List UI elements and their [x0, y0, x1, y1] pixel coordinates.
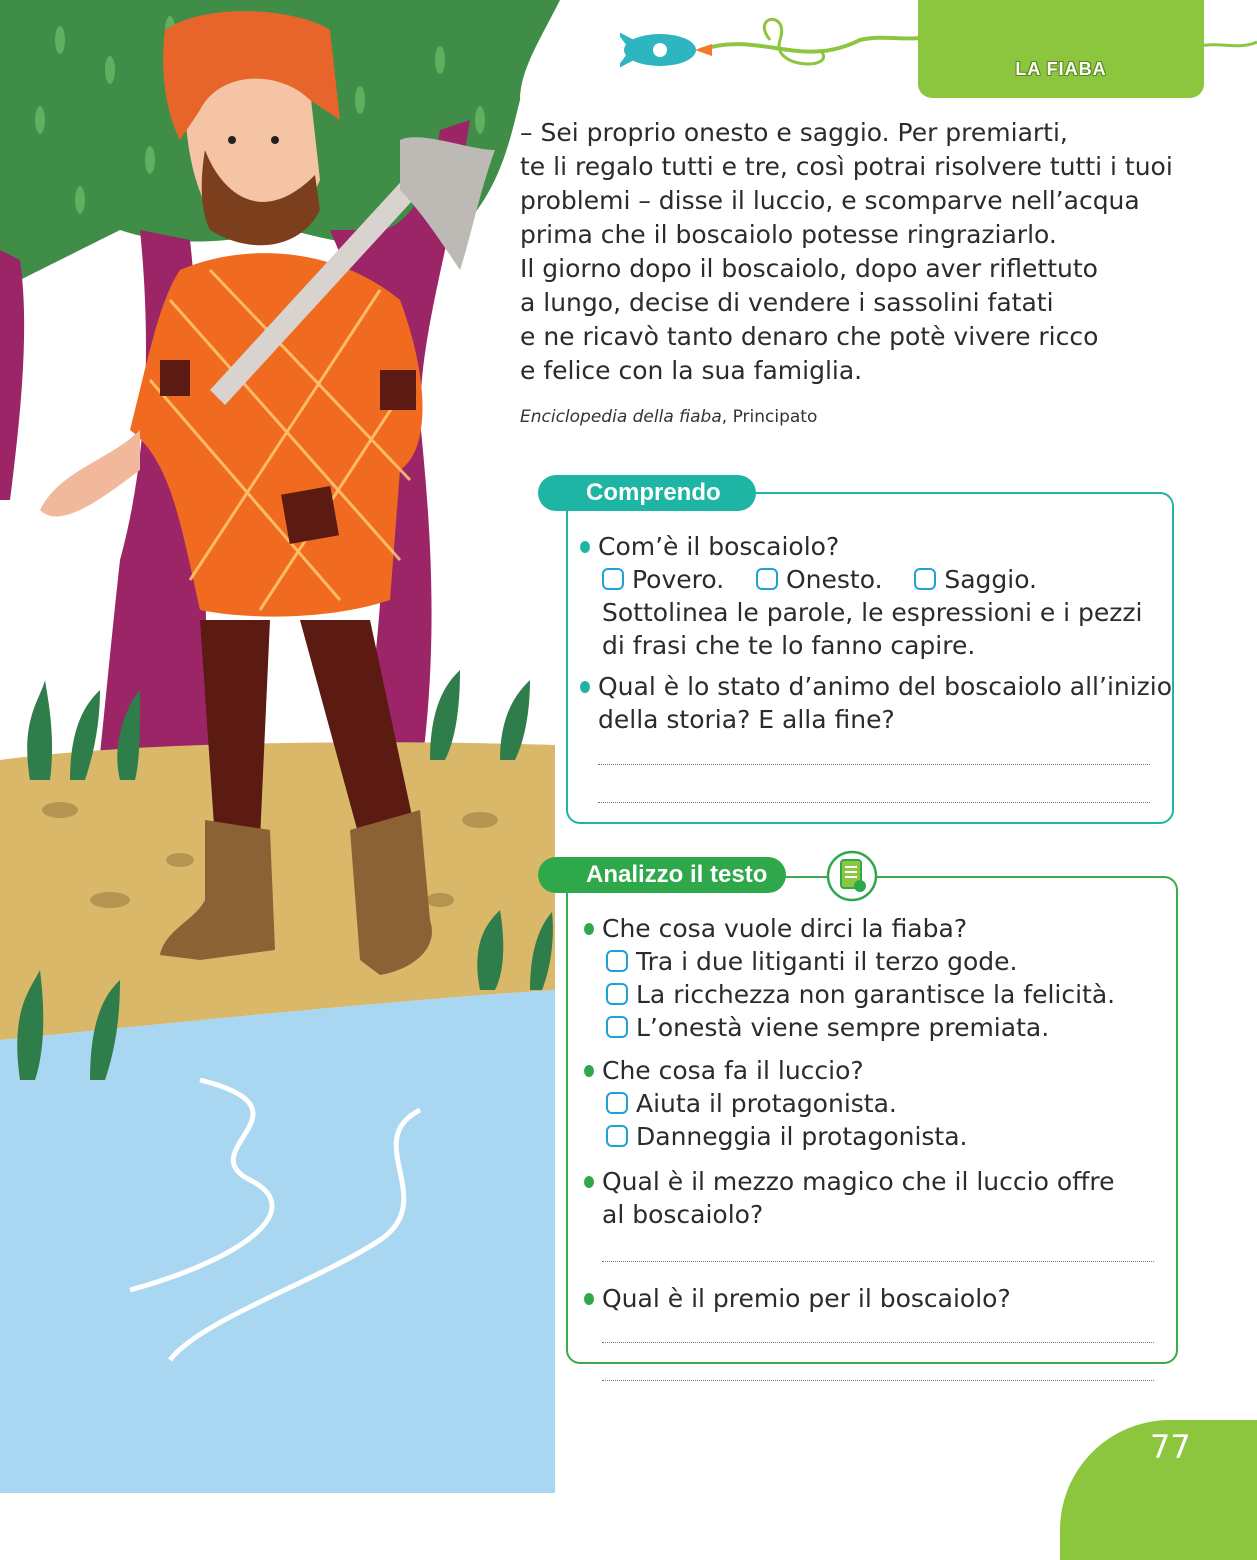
source-citation — [520, 407, 817, 427]
checkbox-onesto[interactable] — [756, 568, 778, 590]
question-analizzo-4 — [584, 1282, 1011, 1315]
story-line: a lungo, decise di vendere i sassolini fatati — [520, 288, 1054, 317]
question-text: Com’è il boscaiolo? — [598, 532, 840, 561]
question-analizzo-1 — [584, 912, 967, 945]
option-label: Povero. — [632, 565, 725, 594]
tag-tail-decoration — [1200, 40, 1257, 52]
question-text: Che cosa vuole dirci la fiaba? — [602, 914, 968, 943]
instruction-line: Sottolinea le parole, le espressioni e i pezzi — [602, 598, 1143, 627]
question-text-cont: al boscaiolo? — [602, 1200, 764, 1229]
option-row — [606, 1120, 968, 1153]
answer-line[interactable] — [602, 1261, 1154, 1262]
bullet-icon — [584, 923, 594, 935]
document-icon — [826, 850, 878, 902]
story-line: te li regalo tutti e tre, così potrai risolvere tutti i tuoi — [520, 152, 1173, 181]
page-number: 77 — [1150, 1428, 1191, 1466]
question-analizzo-2 — [584, 1054, 864, 1087]
analizzo-header: Analizzo il testo — [538, 857, 786, 893]
option-label: Saggio. — [944, 565, 1038, 594]
answer-line[interactable] — [602, 1380, 1154, 1381]
checkbox-povero[interactable] — [602, 568, 624, 590]
checkbox-option[interactable] — [606, 950, 628, 972]
question-text-cont: della storia? E alla fine? — [598, 705, 895, 734]
bullet-icon — [584, 1176, 594, 1188]
bullet-icon — [580, 681, 590, 693]
question-text: Che cosa fa il luccio? — [602, 1056, 864, 1085]
answer-line[interactable] — [598, 764, 1150, 765]
bullet-icon — [580, 541, 590, 553]
question-text: Qual è il mezzo magico che il luccio offre — [602, 1167, 1115, 1196]
story-line: prima che il boscaiolo potesse ringraziarlo. — [520, 220, 1057, 249]
checkbox-option[interactable] — [606, 1092, 628, 1114]
source-publisher: , Principato — [721, 407, 818, 427]
question-comprendo-2 — [580, 670, 1172, 703]
comprendo-header: Comprendo — [538, 475, 756, 511]
instruction-line: di frasi che te lo fanno capire. — [602, 631, 976, 660]
rocket-icon — [620, 10, 920, 90]
option-label: La ricchezza non garantisce la felicità. — [636, 980, 1116, 1009]
option-label: Danneggia il protagonista. — [636, 1122, 968, 1151]
bullet-icon — [584, 1293, 594, 1305]
page-number-tab — [1060, 1420, 1257, 1560]
question-comprendo-1 — [580, 530, 839, 563]
story-line: – Sei proprio onesto e saggio. Per premiarti, — [520, 118, 1068, 147]
option-row — [602, 563, 1037, 596]
question-text: Qual è lo stato d’animo del boscaiolo all’inizio — [598, 672, 1173, 701]
section-tag — [918, 0, 1204, 98]
checkbox-option[interactable] — [606, 983, 628, 1005]
option-label: Tra i due litiganti il terzo gode. — [636, 947, 1018, 976]
option-row — [606, 978, 1115, 1011]
source-title: Enciclopedia della fiaba — [520, 407, 722, 427]
checkbox-option[interactable] — [606, 1125, 628, 1147]
story-line: Il giorno dopo il boscaiolo, dopo aver riflettuto — [520, 254, 1098, 283]
option-row — [606, 1011, 1049, 1044]
option-label: Aiuta il protagonista. — [636, 1089, 897, 1118]
question-analizzo-3 — [584, 1165, 1114, 1198]
option-label: L’onestà viene sempre premiata. — [636, 1013, 1050, 1042]
woodcutter-illustration — [0, 0, 600, 1493]
checkbox-option[interactable] — [606, 1016, 628, 1038]
answer-line[interactable] — [598, 802, 1150, 803]
option-row — [606, 1087, 897, 1120]
story-line: problemi – disse il luccio, e scomparve nell’acqua — [520, 186, 1140, 215]
option-label: Onesto. — [785, 565, 883, 594]
option-row — [606, 945, 1017, 978]
bullet-icon — [584, 1065, 594, 1077]
story-line: e ne ricavò tanto denaro che potè vivere ricco — [520, 322, 1099, 351]
question-text: Qual è il premio per il boscaiolo? — [602, 1284, 1011, 1313]
section-title: LA FIABA — [1015, 59, 1107, 79]
story-text — [520, 116, 1210, 388]
answer-line[interactable] — [602, 1342, 1154, 1343]
checkbox-saggio[interactable] — [914, 568, 936, 590]
story-line: e felice con la sua famiglia. — [520, 356, 863, 385]
